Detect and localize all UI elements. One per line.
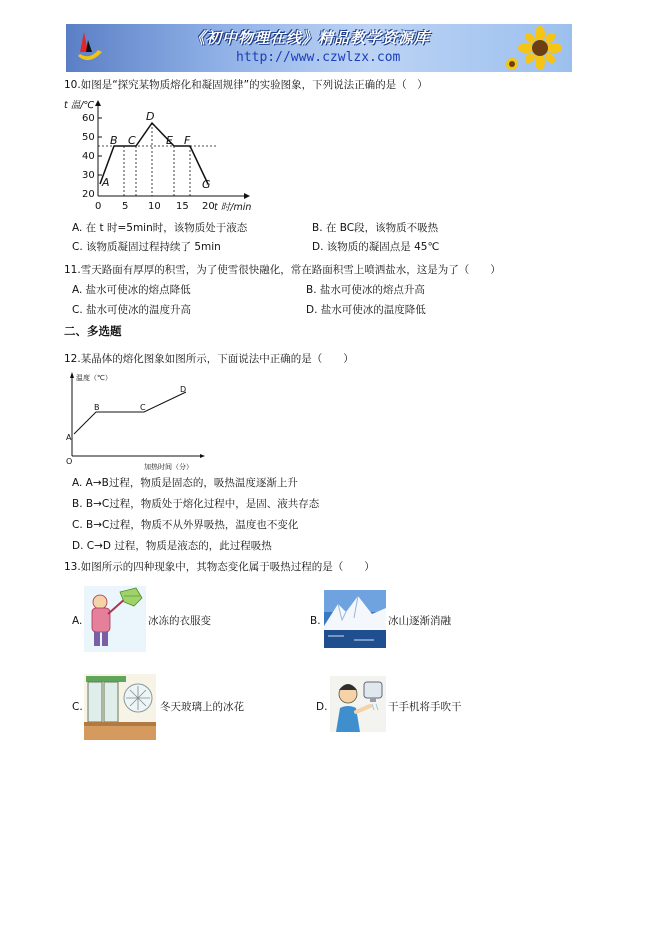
q13-option-c-letter[interactable]: C. (72, 701, 83, 713)
frozen-clothes-picture (84, 586, 146, 652)
q12-option-a[interactable]: A. A→B过程，物质是固态的，吸热温度逐渐上升 (72, 477, 298, 489)
y-tick-label: 20 (82, 189, 95, 200)
point-label: A (102, 176, 110, 189)
q11-option-d[interactable]: D. 盐水可使冰的温度降低 (306, 304, 426, 316)
q11-option-a[interactable]: A. 盐水可使冰的熔点降低 (72, 284, 191, 296)
point-label: F (184, 134, 191, 147)
banner-url: http://www.czwlzx.com (236, 50, 401, 65)
q12-option-c[interactable]: C. B→C过程，物质不从外界吸热，温度也不变化 (72, 519, 299, 531)
point-label: D (146, 110, 155, 123)
y-tick-label: 50 (82, 132, 95, 143)
q13-option-c-caption: 冬天玻璃上的冰花 (160, 701, 244, 713)
q12-option-d[interactable]: D. C→D 过程，物质是液态的，此过程吸热 (72, 540, 272, 552)
hand-dryer-picture (330, 676, 386, 732)
point-label: A (66, 433, 72, 442)
window-frost-picture (84, 674, 156, 740)
x-tick-label: 15 (176, 201, 189, 212)
y-tick-label: 60 (82, 113, 95, 124)
q11-option-c[interactable]: C. 盐水可使冰的温度升高 (72, 304, 192, 316)
question-13-stem: 13.如图所示的四种现象中，其物态变化属于吸热过程的是（ ） (64, 561, 375, 573)
y-tick-label: 40 (82, 151, 95, 162)
x-axis-label: t 时/min (214, 202, 252, 213)
question-12-stem: 12.某晶体的熔化图象如图所示，下面说法中正确的是（ ） (64, 353, 354, 365)
point-label: G (202, 178, 211, 191)
site-logo-icon (74, 30, 104, 66)
q10-temperature-time-graph (62, 98, 252, 214)
header-banner (66, 24, 572, 72)
banner-title: 《初中物理在线》精品教学资源库 (190, 29, 431, 47)
q10-option-d[interactable]: D. 该物质的凝固点是 45℃ (312, 241, 440, 253)
y-axis-label: t 温/℃ (64, 100, 95, 111)
y-tick-label: 30 (82, 170, 95, 181)
q13-option-b-letter[interactable]: B. (310, 615, 321, 627)
q10-option-b[interactable]: B. 在 BC段，该物质不吸热 (312, 222, 439, 234)
point-label: B (110, 134, 118, 147)
x-tick-label: 10 (148, 201, 161, 212)
q13-option-a-letter[interactable]: A. (72, 615, 83, 627)
q12-melting-graph (60, 370, 210, 474)
q13-option-a-caption: 冰冻的衣服变 (148, 615, 211, 627)
origin-label: O (66, 457, 73, 466)
x-tick-label: 0 (95, 201, 102, 212)
x-tick-label: 5 (122, 201, 129, 212)
q10-option-a[interactable]: A. 在 t 时=5min时，该物质处于液态 (72, 222, 248, 234)
sunflower-icon (502, 26, 562, 72)
y-axis-label: 温度（℃） (76, 374, 112, 382)
x-axis-label: 加热时间（分） (144, 463, 193, 471)
point-label: D (180, 385, 187, 394)
point-label: B (94, 403, 100, 412)
q13-option-d-caption: 干手机将手吹干 (388, 701, 462, 713)
point-label: C (128, 134, 136, 147)
question-11-stem: 11.雪天路面有厚厚的积雪，为了使雪很快融化，常在路面积雪上喷洒盐水，这是为了（ ） (64, 264, 501, 276)
q13-option-d-letter[interactable]: D. (316, 701, 328, 713)
melting-iceberg-picture (324, 590, 386, 648)
point-label: C (140, 403, 146, 412)
q12-option-b[interactable]: B. B→C过程，物质处于熔化过程中，是固、液共存态 (72, 498, 320, 510)
section-title-multiple-choice: 二、多选题 (64, 324, 122, 338)
q13-option-b-caption: 冰山逐渐消融 (388, 615, 451, 627)
q10-option-c[interactable]: C. 该物质凝固过程持续了 5min (72, 241, 221, 253)
point-label: E (166, 134, 173, 147)
x-tick-label: 20 (202, 201, 215, 212)
question-10-stem: 10.如图是“探究某物质熔化和凝固规律”的实验图象，下列说法正确的是（ ） (64, 79, 428, 91)
q11-option-b[interactable]: B. 盐水可使冰的熔点升高 (306, 284, 425, 296)
